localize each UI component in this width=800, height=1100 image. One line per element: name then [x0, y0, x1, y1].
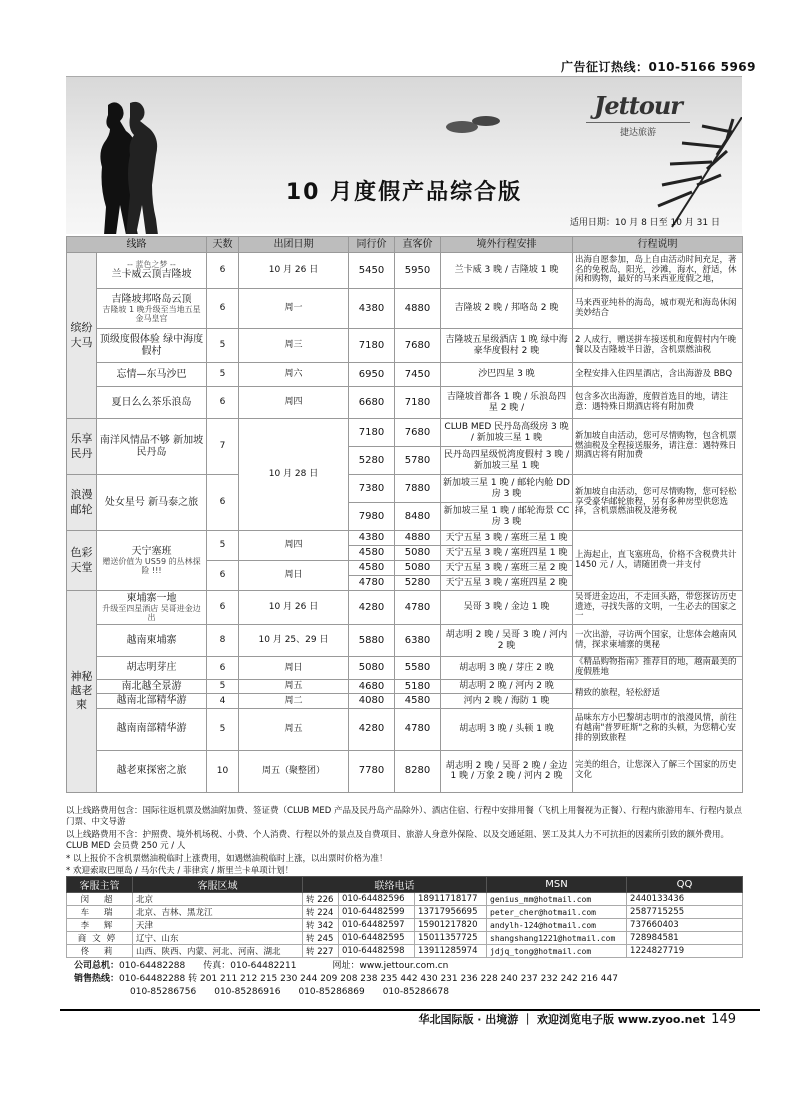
date-cell: 周日 — [239, 561, 349, 591]
route-cell: 越老柬探密之旅 — [97, 750, 207, 792]
date-cell: 周六 — [239, 363, 349, 387]
days-cell: 5 — [207, 679, 239, 694]
page-number: 149 — [711, 1012, 736, 1027]
table-row — [67, 329, 743, 363]
itinerary-cell: 河内 2 晚 / 海防 1 晚 — [441, 694, 573, 709]
days-cell: 8 — [207, 625, 239, 657]
table-row — [67, 253, 743, 289]
region-label: 神秘越老柬 — [67, 591, 97, 793]
slipper-icon — [444, 109, 504, 139]
note-cell: 马来西亚纯朴的海岛，城市观光和海岛休闲美妙结合 — [573, 289, 743, 329]
col-header-phone: 联络电话 — [303, 877, 487, 893]
route-cell: 柬埔寨一地 升级至四星酒店 吴哥进金边出 — [97, 591, 207, 625]
service-row — [67, 893, 743, 906]
days-cell: 6 — [207, 253, 239, 289]
days-cell: 6 — [207, 657, 239, 680]
trade-price-cell: 5080 — [349, 657, 395, 680]
retail-price-cell: 5080 — [395, 546, 441, 561]
route-cell: 夏日么么茶乐浪岛 — [97, 387, 207, 419]
phone-cell: 010-64482598 — [339, 945, 415, 958]
trade-price-cell: 4680 — [349, 679, 395, 694]
area-cell: 北京 — [133, 893, 303, 906]
region-label: 缤纷大马 — [67, 253, 97, 419]
col-header-trade-price: 同行价 — [349, 237, 395, 253]
phone-cell: 010-64482597 — [339, 919, 415, 932]
itinerary-cell: 天宁五星 3 晚 / 塞班四星 1 晚 — [441, 546, 573, 561]
itinerary-cell: 天宁五星 3 晚 / 塞班三星 1 晚 — [441, 531, 573, 546]
area-cell: 北京、吉林、黑龙江 — [133, 906, 303, 919]
retail-price-cell: 7680 — [395, 329, 441, 363]
date-cell: 周五 — [239, 708, 349, 750]
date-cell: 10 月 25、29 日 — [239, 625, 349, 657]
route-cell: 南洋风情品不够 新加坡民丹岛 — [97, 419, 207, 475]
route-cell: 越南北部精华游 — [97, 694, 207, 709]
hero-banner — [66, 76, 742, 234]
qq-cell: 2440133436 — [627, 893, 743, 906]
extension-cell: 转 342 — [303, 919, 339, 932]
logo-brand: Jettour — [594, 91, 682, 120]
phone-cell: 010-64482596 — [339, 893, 415, 906]
note-cell: 全程安排入住四星酒店，含出海游及 BBQ — [573, 363, 743, 387]
date-cell: 周日 — [239, 657, 349, 680]
days-cell: 5 — [207, 708, 239, 750]
retail-price-cell: 5780 — [395, 447, 441, 475]
table-row — [67, 475, 743, 503]
date-cell: 10 月 28 日 — [239, 419, 349, 531]
col-header-route: 线路 — [67, 237, 207, 253]
table-row — [67, 750, 743, 792]
itinerary-cell: 胡志明 2 晚 / 吴哥 3 晚 / 河内 2 晚 — [441, 625, 573, 657]
route-cell: 顶级度假体验 绿中海度假村 — [97, 329, 207, 363]
table-row — [67, 531, 743, 546]
service-table — [66, 876, 743, 958]
trade-price-cell: 5450 — [349, 253, 395, 289]
phone-cell: 010-64482595 — [339, 932, 415, 945]
table-row — [67, 657, 743, 680]
col-header-date: 出团日期 — [239, 237, 349, 253]
retail-price-cell: 6380 — [395, 625, 441, 657]
table-row — [67, 679, 743, 694]
itinerary-cell: 民丹岛四星级悦湾度假村 3 晚 / 新加坡三星 1 晚 — [441, 447, 573, 475]
trade-price-cell: 4280 — [349, 708, 395, 750]
couple-silhouette-icon — [78, 97, 168, 234]
retail-price-cell: 7680 — [395, 419, 441, 447]
note-cell: 一次出游，寻访两个国家，让您体会越南风情，探求柬埔寨的奥秘 — [573, 625, 743, 657]
route-cell: 南北越全景游 — [97, 679, 207, 694]
table-row — [67, 419, 743, 447]
retail-price-cell: 5180 — [395, 679, 441, 694]
date-cell: 周一 — [239, 289, 349, 329]
retail-price-cell: 8480 — [395, 503, 441, 531]
days-cell: 6 — [207, 289, 239, 329]
date-cell: 10 月 26 日 — [239, 253, 349, 289]
itinerary-cell: 吉隆坡五星级酒店 1 晚 绿中海豪华度假村 2 晚 — [441, 329, 573, 363]
days-cell: 10 — [207, 750, 239, 792]
col-header-qq: QQ — [627, 877, 743, 893]
logo-sub: 捷达旅游 — [586, 122, 690, 138]
trade-price-cell: 7980 — [349, 503, 395, 531]
brochure-note: * 欢迎索取巴厘岛 / 马尔代夫 / 菲律宾 / 斯里兰卡单项计划！ — [66, 866, 294, 877]
date-cell: 周二 — [239, 694, 349, 709]
itinerary-cell: 新加坡三星 1 晚 / 邮轮海景 CC 房 3 晚 — [441, 503, 573, 531]
fee-notes — [66, 806, 742, 879]
retail-price-cell: 4580 — [395, 694, 441, 709]
itinerary-cell: 兰卡威 3 晚 / 吉隆坡 1 晚 — [441, 253, 573, 289]
itinerary-cell: 胡志明 3 晚 / 芽庄 2 晚 — [441, 657, 573, 680]
table-row — [67, 363, 743, 387]
switchboard-line: 公司总机：010-64482288 传真：010-64482211 网址：www.jettour.com.cn — [74, 961, 449, 971]
date-cell: 周五 — [239, 679, 349, 694]
itinerary-cell: 沙巴四星 3 晚 — [441, 363, 573, 387]
trade-price-cell: 5880 — [349, 625, 395, 657]
retail-price-cell: 5580 — [395, 657, 441, 680]
trade-price-cell: 4380 — [349, 289, 395, 329]
retail-price-cell: 8280 — [395, 750, 441, 792]
days-cell: 5 — [207, 329, 239, 363]
mobile-cell: 13911285974 — [415, 945, 487, 958]
service-row — [67, 906, 743, 919]
retail-price-cell: 4880 — [395, 531, 441, 546]
date-cell: 周四 — [239, 531, 349, 561]
page-title: 10 月度假产品综合版 — [285, 180, 523, 205]
table-row — [67, 591, 743, 625]
fee-excluded: 以上线路费用不含：护照费、境外机场税、小费、个人消费、行程以外的景点及自费项目、旅游人身意外保险、以及交通延阻、罢工及其人力不可抗拒的因素所引致的额外费用。CLUB MED 会员费 250 元 / 人 — [66, 829, 730, 852]
note-cell: 新加坡自由活动，您可尽情购物，您可轻松享受豪华邮轮旅程，另有多种房型供您选择，含机票燃油税及港务税 — [573, 475, 743, 531]
route-cell: 越南南部精华游 — [97, 708, 207, 750]
itinerary-cell: 吴哥 3 晚 / 金边 1 晚 — [441, 591, 573, 625]
trade-price-cell: 7180 — [349, 329, 395, 363]
date-cell: 周四 — [239, 387, 349, 419]
extension-cell: 转 227 — [303, 945, 339, 958]
service-row — [67, 919, 743, 932]
itinerary-cell: 吉隆坡首都各 1 晚 / 乐浪岛四星 2 晚 / — [441, 387, 573, 419]
footer-text: 华北国际版 · 出境游 ｜ 欢迎浏览电子版 www.zyoo.net — [418, 1013, 706, 1026]
days-cell: 4 — [207, 694, 239, 709]
msn-cell: shangshang1221@hotmail.com — [487, 932, 627, 945]
table-row — [67, 387, 743, 419]
fuel-note: * 以上报价不含机票燃油税临时上涨费用，如遇燃油税临时上涨，以出票时价格为准！ — [66, 853, 388, 864]
msn-cell: peter_cher@hotmail.com — [487, 906, 627, 919]
qq-cell: 2587715255 — [627, 906, 743, 919]
col-header-manager: 客服主管 — [67, 877, 133, 893]
days-cell: 7 — [207, 419, 239, 475]
service-row — [67, 932, 743, 945]
manager-name-cell: 佟 莉 — [67, 945, 133, 958]
trade-price-cell: 6680 — [349, 387, 395, 419]
manager-name-cell: 闵 超 — [67, 893, 133, 906]
note-cell: 《精品购物指南》推荐目的地，越南最美的度假胜地 — [573, 657, 743, 680]
trade-price-cell: 4380 — [349, 531, 395, 546]
note-cell: 精致的旅程，轻松舒适 — [573, 679, 743, 708]
days-cell: 6 — [207, 475, 239, 531]
area-cell: 辽宁、山东 — [133, 932, 303, 945]
region-label: 浪漫邮轮 — [67, 475, 97, 531]
mobile-cell: 15901217820 — [415, 919, 487, 932]
table-row — [67, 708, 743, 750]
note-cell: 包含多次出海游，度假首选目的地，请注意：遇特殊日期酒店将有附加费 — [573, 387, 743, 419]
trade-price-cell: 4580 — [349, 546, 395, 561]
page-footer — [418, 1011, 736, 1027]
region-label: 色彩天堂 — [67, 531, 97, 591]
trade-price-cell: 4080 — [349, 694, 395, 709]
days-cell: 6 — [207, 561, 239, 591]
service-header-row — [67, 877, 743, 893]
itinerary-cell: 胡志明 2 晚 / 吴哥 2 晚 / 金边 1 晚 / 万象 2 晚 / 河内 2 晚 — [441, 750, 573, 792]
msn-cell: andylh-124@hotmail.com — [487, 919, 627, 932]
retail-price-cell: 7880 — [395, 475, 441, 503]
contact-info — [74, 960, 734, 999]
mobile-cell: 15011357725 — [415, 932, 487, 945]
note-cell: 上海起止，直飞塞班岛，价格不含税费共计 1450 元 / 人，请随团费一并支付 — [573, 531, 743, 591]
note-cell: 吴哥进金边出，不走回头路，带您探访历史遗迹，寻找失落的文明，一生必去的国家之一 — [573, 591, 743, 625]
col-header-retail-price: 直客价 — [395, 237, 441, 253]
sales-hotline: 销售热线：010-64482288 转 201 211 212 215 230 244 209 208 238 235 442 430 231 236 228 240 237 232 242 216 447 — [74, 974, 618, 985]
date-cell: 周五（聚整团） — [239, 750, 349, 792]
qq-cell: 737660403 — [627, 919, 743, 932]
area-cell: 天津 — [133, 919, 303, 932]
retail-price-cell: 4780 — [395, 591, 441, 625]
trade-price-cell: 6950 — [349, 363, 395, 387]
table-header-row — [67, 237, 743, 253]
days-cell: 5 — [207, 363, 239, 387]
retail-price-cell: 4780 — [395, 708, 441, 750]
ad-hotline: 广告征订热线：010-5166 5969 — [560, 60, 756, 74]
mobile-cell: 18911718177 — [415, 893, 487, 906]
area-cell: 山西、陕西、内蒙、河北、河南、湖北 — [133, 945, 303, 958]
note-cell: 2 人成行，赠送拼车接送机和度假村内午晚餐以及吉隆坡半日游，含机票燃油税 — [573, 329, 743, 363]
col-header-itinerary: 境外行程安排 — [441, 237, 573, 253]
trade-price-cell: 7780 — [349, 750, 395, 792]
note-cell: 出海自愿参加，岛上自由活动时间充足，著名的免税岛，阳光，沙滩，海水，舒适，休闲和购物，最好的马来西亚度假之地， — [573, 253, 743, 289]
region-label: 乐享民丹 — [67, 419, 97, 475]
retail-price-cell: 7450 — [395, 363, 441, 387]
note-cell: 品味东方小巴黎胡志明市的浪漫风情，前往有越南"普罗旺斯"之称的头顿，为您精心安排的别致旅程 — [573, 708, 743, 750]
mobile-cell: 13717956695 — [415, 906, 487, 919]
note-cell: 新加坡自由活动，您可尽情购物，包含机票燃油税及全程接送服务，请注意：遇特殊日期酒店将有附加费 — [573, 419, 743, 475]
product-table — [66, 236, 743, 793]
phone-cell: 010-64482599 — [339, 906, 415, 919]
manager-name-cell: 商文婷 — [67, 932, 133, 945]
retail-price-cell: 4880 — [395, 289, 441, 329]
itinerary-cell: 天宁五星 3 晚 / 塞班四星 2 晚 — [441, 576, 573, 591]
retail-price-cell: 5950 — [395, 253, 441, 289]
extension-cell: 转 226 — [303, 893, 339, 906]
fee-included: 以上线路费用包含：国际往返机票及燃油附加费、签证费（CLUB MED 产品及民丹岛产品除外）、酒店住宿、行程中安排用餐（飞机上用餐视为正餐）、行程内旅游用车、行程内景点门票、中文导游 — [66, 806, 742, 828]
msn-cell: jdjq_tong@hotmail.com — [487, 945, 627, 958]
itinerary-cell: 新加坡三星 1 晚 / 邮轮内舱 DD 房 3 晚 — [441, 475, 573, 503]
col-header-days: 天数 — [207, 237, 239, 253]
days-cell: 5 — [207, 531, 239, 561]
route-cell: 天宁塞班 赠送价值为 US59 的丛林探险 !!! — [97, 531, 207, 591]
route-cell: 胡志明芽庄 — [97, 657, 207, 680]
date-cell: 周三 — [239, 329, 349, 363]
jettour-logo — [586, 91, 690, 138]
trade-price-cell: 4780 — [349, 576, 395, 591]
trade-price-cell: 4580 — [349, 561, 395, 576]
itinerary-cell: 胡志明 2 晚 / 河内 2 晚 — [441, 679, 573, 694]
retail-price-cell: 5280 — [395, 576, 441, 591]
extension-cell: 转 245 — [303, 932, 339, 945]
retail-price-cell: 5080 — [395, 561, 441, 576]
trade-price-cell: 4280 — [349, 591, 395, 625]
retail-price-cell: 7180 — [395, 387, 441, 419]
qq-cell: 728984581 — [627, 932, 743, 945]
note-cell: 完美的组合，让您深入了解三个国家的历史文化 — [573, 750, 743, 792]
col-header-msn: MSN — [487, 877, 627, 893]
itinerary-cell: 天宁五星 3 晚 / 塞班三星 2 晚 — [441, 561, 573, 576]
extension-cell: 转 224 — [303, 906, 339, 919]
qq-cell: 1224827719 — [627, 945, 743, 958]
col-header-notes: 行程说明 — [573, 237, 743, 253]
itinerary-cell: 吉隆坡 2 晚 / 邦咯岛 2 晚 — [441, 289, 573, 329]
date-cell: 10 月 26 日 — [239, 591, 349, 625]
route-cell: 处女星号 新马泰之旅 — [97, 475, 207, 531]
itinerary-cell: 胡志明 3 晚 / 头顿 1 晚 — [441, 708, 573, 750]
trade-price-cell: 5280 — [349, 447, 395, 475]
table-row — [67, 289, 743, 329]
days-cell: 6 — [207, 591, 239, 625]
valid-date: 适用日期：10 月 8 日至 10 月 31 日 — [569, 218, 720, 228]
itinerary-cell: CLUB MED 民丹岛高级房 3 晚 / 新加坡三星 1 晚 — [441, 419, 573, 447]
manager-name-cell: 李 辉 — [67, 919, 133, 932]
msn-cell: genius_mm@hotmail.com — [487, 893, 627, 906]
route-cell: 越南柬埔寨 — [97, 625, 207, 657]
route-cell: -- 蓝色之梦 -- 兰卡威云顶吉隆坡 — [97, 253, 207, 289]
col-header-area: 客服区域 — [133, 877, 303, 893]
route-cell: 吉隆坡邦咯岛云顶 吉隆坡 1 晚升级至当地五星金马皇宫 — [97, 289, 207, 329]
route-cell: 忘情—东马沙巴 — [97, 363, 207, 387]
trade-price-cell: 7380 — [349, 475, 395, 503]
sales-hotline-extra: 010-85286756 010-85286916 010-85286869 010-85286678 — [130, 987, 449, 998]
trade-price-cell: 7180 — [349, 419, 395, 447]
table-row — [67, 625, 743, 657]
manager-name-cell: 车 瑞 — [67, 906, 133, 919]
days-cell: 6 — [207, 387, 239, 419]
service-row — [67, 945, 743, 958]
